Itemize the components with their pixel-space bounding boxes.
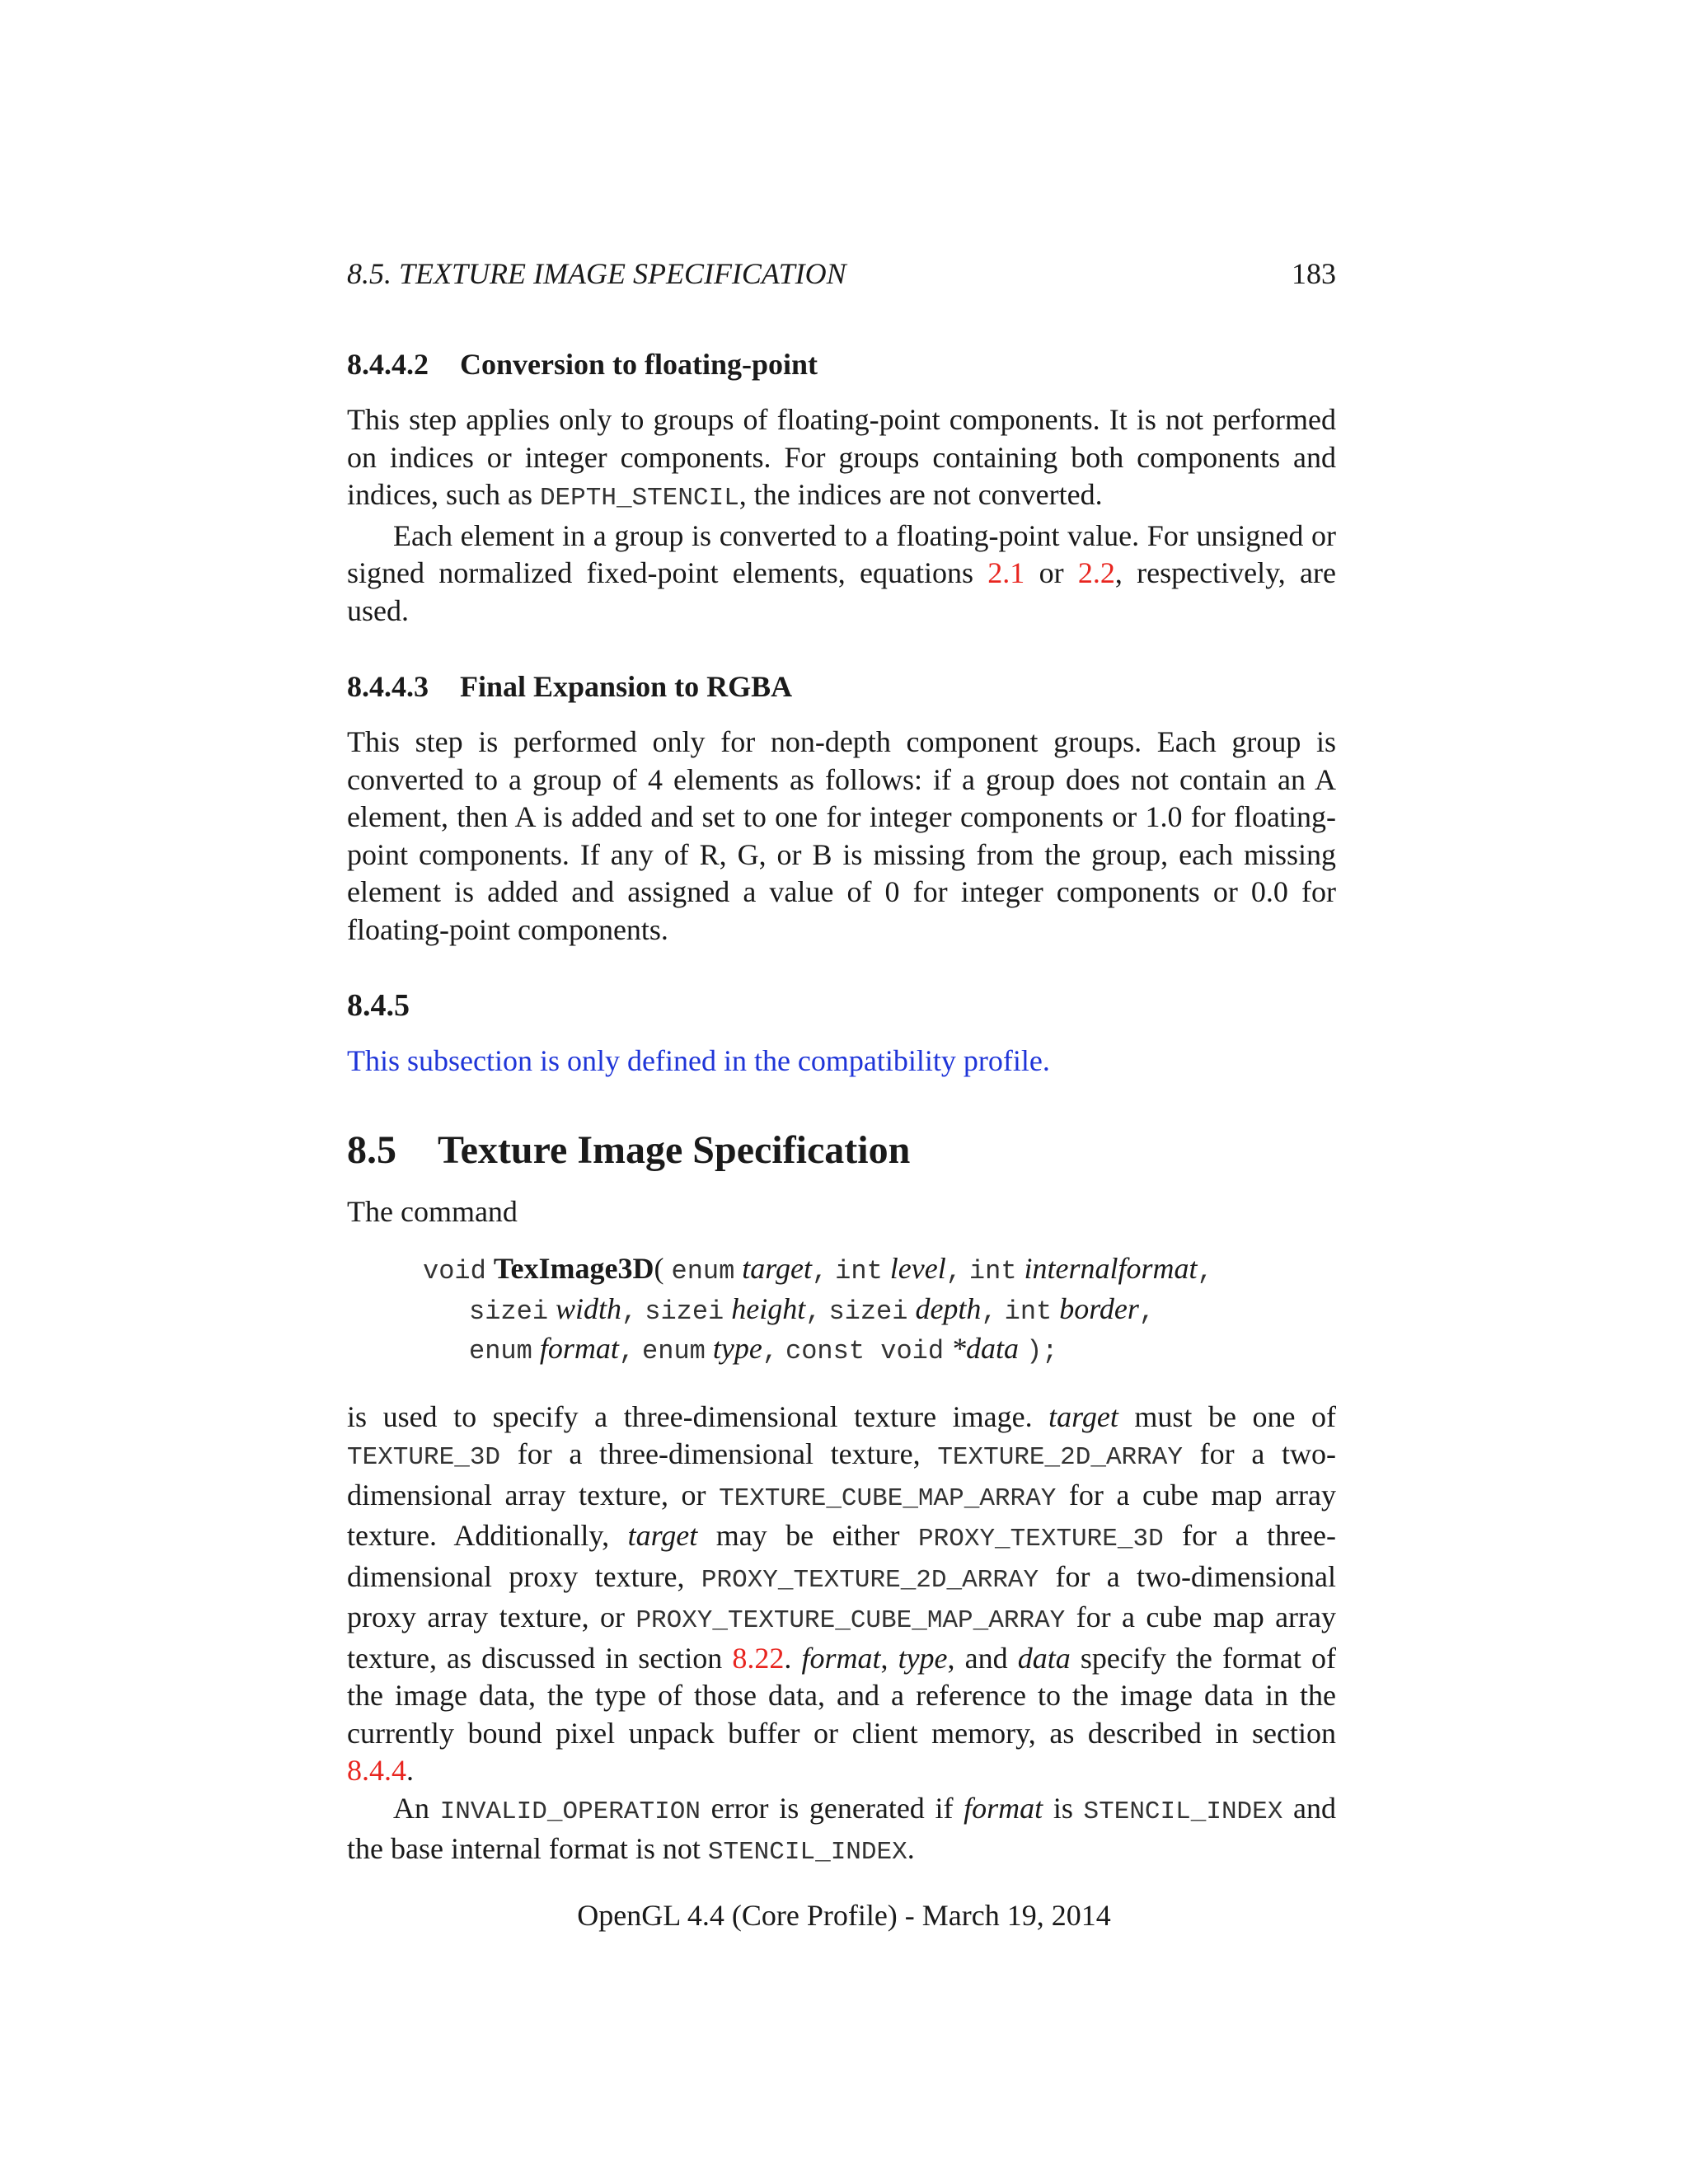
paragraph: This step is performed only for non-depth component groups. Each group is converted to a group of 4 elements as follows: if a group does not contain an A element, then A is added and set to one for integer components or 1.0 for floating-point components. If any of R, G, or B is missing from the group, each missing element is added and assigned a value of 0 for integer components or 0.0 for floating-point components. xyxy=(347,725,1336,946)
signature-line xyxy=(423,1250,1336,1291)
text: for a two-dimensional array texture, or xyxy=(347,1437,1336,1511)
equation-link[interactable]: 2.1 xyxy=(987,556,1025,589)
code-token: TEXTURE_2D_ARRAY xyxy=(937,1443,1183,1472)
code-token: PROXY_TEXTURE_CUBE_MAP_ARRAY xyxy=(635,1606,1066,1635)
heading-title: Texture Image Specification xyxy=(438,1127,911,1172)
type-token: int xyxy=(1004,1296,1053,1327)
param-ref: target xyxy=(1048,1399,1118,1433)
text: Each element in a group is converted to a floating-point value. For unsigned or signed normalized fixed-point elements, equations xyxy=(347,518,1336,589)
param-name: width xyxy=(556,1291,622,1325)
heading-title: Final Expansion to RGBA xyxy=(460,670,793,703)
text: An xyxy=(393,1791,440,1825)
param-name: target xyxy=(742,1252,812,1285)
heading-number: 8.5 xyxy=(347,1127,396,1172)
code-token: TEXTURE_CUBE_MAP_ARRAY xyxy=(719,1483,1057,1513)
param-name: height xyxy=(731,1291,806,1325)
type-token: int xyxy=(968,1256,1017,1286)
running-header xyxy=(347,247,1336,288)
text: for a two-dimensional proxy array texture, or xyxy=(347,1559,1336,1633)
heading-title: Conversion to floating-point xyxy=(460,348,818,381)
param-ref: type xyxy=(898,1641,948,1675)
heading-8-4-4-2 xyxy=(347,346,1336,383)
signature-line xyxy=(423,1291,1336,1331)
text: , respectively, are used. xyxy=(347,556,1336,627)
text: , and xyxy=(947,1641,1018,1675)
text: , xyxy=(811,1256,828,1286)
heading-8-4-5: 8.4.5 xyxy=(347,988,410,1023)
text: is xyxy=(1043,1791,1084,1825)
text: , xyxy=(981,1296,997,1327)
type-token: void xyxy=(423,1256,486,1286)
text: , xyxy=(762,1336,779,1366)
type-token: const void xyxy=(785,1336,945,1366)
param-ref: data xyxy=(1017,1641,1071,1675)
paragraph xyxy=(347,518,1336,630)
param-name: border xyxy=(1059,1291,1139,1325)
text: , xyxy=(880,1641,898,1675)
code-token: INVALID_OPERATION xyxy=(439,1797,701,1826)
code-token: PROXY_TEXTURE_2D_ARRAY xyxy=(701,1565,1039,1595)
page-content xyxy=(347,247,1336,1872)
paragraph xyxy=(347,1790,1336,1872)
section-link[interactable]: 8.4.4 xyxy=(347,1754,406,1787)
param-name: depth xyxy=(915,1291,982,1325)
text: for a three-dimensional texture, xyxy=(500,1437,938,1470)
section-link[interactable]: 8.22 xyxy=(732,1641,785,1675)
type-token: sizei xyxy=(469,1296,549,1327)
text: error is generated if xyxy=(700,1791,964,1825)
code-token: PROXY_TEXTURE_3D xyxy=(918,1525,1164,1554)
param-name: format xyxy=(539,1332,619,1365)
param-name: *data xyxy=(951,1332,1020,1365)
signature-line xyxy=(423,1330,1336,1371)
page-footer: OpenGL 4.4 (Core Profile) - March 19, 2014 xyxy=(577,1899,1111,1932)
text: . xyxy=(784,1641,802,1675)
type-token: sizei xyxy=(828,1296,908,1327)
text: , xyxy=(945,1256,962,1286)
text: , xyxy=(1138,1296,1156,1327)
param-ref: format xyxy=(801,1641,881,1675)
paragraph: The command xyxy=(347,1194,518,1228)
text: or xyxy=(1025,556,1078,589)
function-name: TexImage3D xyxy=(493,1252,654,1285)
heading-8-5 xyxy=(347,1127,1336,1174)
text: , the indices are not converted. xyxy=(738,478,1103,511)
type-token: sizei xyxy=(645,1296,724,1327)
type-token: enum xyxy=(642,1336,706,1366)
code-token: DEPTH_STENCIL xyxy=(539,484,739,513)
code-token: TEXTURE_3D xyxy=(347,1443,501,1472)
paragraph xyxy=(347,401,1336,518)
text: , xyxy=(805,1296,822,1327)
param-name: level xyxy=(889,1252,946,1285)
text: ( xyxy=(654,1252,664,1285)
heading-8-4-4-3 xyxy=(347,668,1336,705)
text: for a three-dimensional proxy texture, xyxy=(347,1519,1336,1593)
text: , xyxy=(618,1336,635,1366)
text: for a cube map array texture. Additionally, xyxy=(347,1478,1336,1552)
code-token: STENCIL_INDEX xyxy=(1083,1797,1283,1826)
compatibility-note: This subsection is only defined in the compatibility profile. xyxy=(347,1044,1050,1077)
text: This step applies only to groups of floating-point components. It is not performed on indices or integer components. For groups containing both components and indices, such as xyxy=(347,403,1336,511)
text: , xyxy=(621,1296,638,1327)
type-token: int xyxy=(835,1256,883,1286)
text: , xyxy=(1197,1256,1213,1286)
param-name: internalformat xyxy=(1024,1252,1198,1285)
text: must be one of xyxy=(1118,1399,1336,1433)
paragraph xyxy=(347,1399,1336,1790)
function-signature xyxy=(423,1250,1336,1371)
type-token: enum xyxy=(469,1336,532,1366)
text: . xyxy=(907,1832,915,1865)
type-token: enum xyxy=(671,1256,735,1286)
equation-link[interactable]: 2.2 xyxy=(1077,556,1115,589)
text: . xyxy=(406,1754,414,1787)
param-ref: target xyxy=(627,1519,698,1552)
text: for a cube map array texture, as discussed in section xyxy=(347,1601,1337,1675)
text: ); xyxy=(1026,1336,1058,1366)
param-name: type xyxy=(712,1332,762,1365)
param-ref: format xyxy=(964,1791,1043,1825)
text: and the base internal format is not xyxy=(347,1791,1337,1865)
text: is used to specify a three-dimensional texture image. xyxy=(347,1399,1049,1433)
text: may be either xyxy=(697,1519,919,1552)
page-number: 183 xyxy=(1292,257,1336,290)
running-header-title: 8.5. TEXTURE IMAGE SPECIFICATION xyxy=(347,257,846,290)
heading-number: 8.4.4.2 xyxy=(347,348,429,381)
heading-number: 8.4.4.3 xyxy=(347,670,429,703)
text: specify the format of the image data, the type of those data, and a reference to the image data in the currently bound pixel unpack buffer or client memory, as described in section xyxy=(347,1641,1336,1750)
code-token: STENCIL_INDEX xyxy=(707,1838,907,1867)
